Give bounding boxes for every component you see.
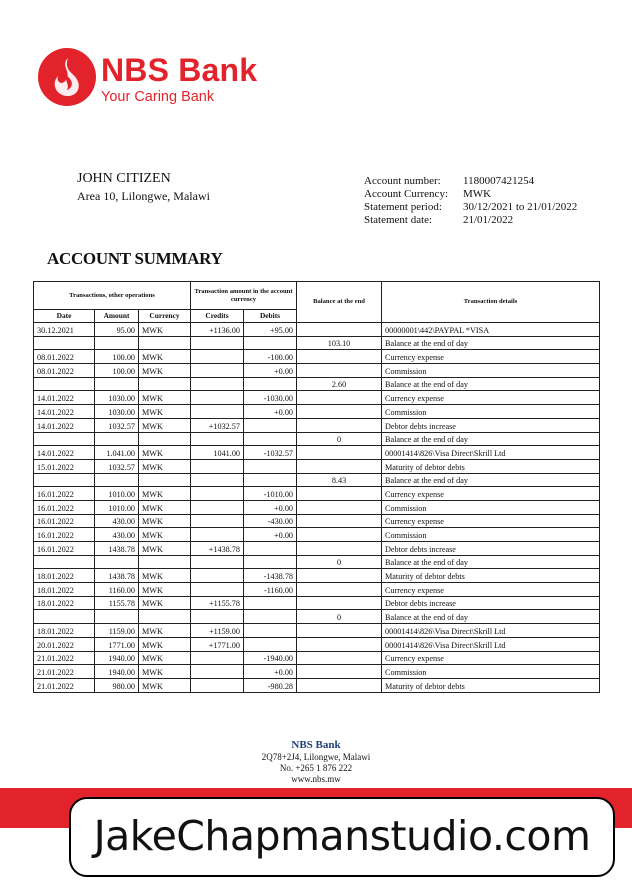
cell-date (34, 432, 95, 446)
cell-details: Currency expense (382, 350, 600, 364)
cell-currency (139, 336, 191, 350)
footer-address: 2Q78+2J4, Lilongwe, Malawi (261, 752, 371, 762)
cell-details: Balance at the end of day (382, 473, 600, 487)
cell-currency: MWK (139, 624, 191, 638)
account-info (364, 175, 577, 227)
cell-debit (244, 459, 297, 473)
cell-balance (297, 459, 382, 473)
cell-credit (191, 391, 244, 405)
cell-amount: 1438.78 (95, 569, 139, 583)
footer-phone: No. +265 1 876 222 (279, 763, 353, 773)
cell-balance (297, 405, 382, 419)
cell-debit (244, 377, 297, 391)
cell-date: 18.01.2022 (34, 583, 95, 597)
cell-currency: MWK (139, 569, 191, 583)
header-credits: Credits (191, 310, 244, 323)
table-row (34, 350, 600, 364)
cell-debit: -1030.00 (244, 391, 297, 405)
cell-debit: +0.00 (244, 528, 297, 542)
cell-amount: 1030.00 (95, 405, 139, 419)
cell-credit: 1041.00 (191, 446, 244, 460)
cell-currency: MWK (139, 596, 191, 610)
cell-balance (297, 323, 382, 337)
cell-amount: 1159.00 (95, 624, 139, 638)
header-debits: Debits (244, 310, 297, 323)
header-account-currency: Transaction amount in the account currency (191, 282, 297, 310)
cell-credit (191, 583, 244, 597)
table-row (34, 418, 600, 432)
table-row (34, 500, 600, 514)
cell-debit: +95.00 (244, 323, 297, 337)
cell-date: 16.01.2022 (34, 542, 95, 556)
cell-amount: 430.00 (95, 528, 139, 542)
table-row (34, 323, 600, 337)
cell-amount: 100.00 (95, 364, 139, 378)
header-date: Date (34, 310, 95, 323)
cell-balance (297, 500, 382, 514)
cell-balance (297, 651, 382, 665)
cell-currency: MWK (139, 637, 191, 651)
cell-date: 16.01.2022 (34, 514, 95, 528)
cell-details: Debtor debts increase (382, 596, 600, 610)
account-currency: MWK (463, 188, 492, 200)
table-row (34, 487, 600, 501)
cell-amount: 1032.57 (95, 418, 139, 432)
cell-currency (139, 377, 191, 391)
bank-tagline: Your Caring Bank (101, 89, 215, 105)
statement-period: 30/12/2021 to 21/01/2022 (463, 201, 578, 213)
cell-credit (191, 432, 244, 446)
cell-details: Currency expense (382, 514, 600, 528)
customer-name: JOHN CITIZEN (77, 171, 171, 186)
cell-currency (139, 432, 191, 446)
cell-date: 30.12.2021 (34, 323, 95, 337)
cell-credit: +1159.00 (191, 624, 244, 638)
cell-debit: +0.00 (244, 500, 297, 514)
table-row (34, 583, 600, 597)
footer (0, 739, 632, 785)
cell-details: 00001414\826\Visa Direct\Skrill Ltd (382, 637, 600, 651)
transactions-body (34, 323, 600, 693)
cell-details: Balance at the end of day (382, 555, 600, 569)
cell-details: Currency expense (382, 487, 600, 501)
cell-currency: MWK (139, 405, 191, 419)
cell-debit (244, 596, 297, 610)
cell-details: Currency expense (382, 391, 600, 405)
table-row (34, 596, 600, 610)
header-details: Transaction details (382, 282, 600, 323)
cell-amount (95, 473, 139, 487)
cell-date: 08.01.2022 (34, 364, 95, 378)
cell-amount (95, 377, 139, 391)
cell-balance (297, 665, 382, 679)
cell-date (34, 555, 95, 569)
table-row (34, 528, 600, 542)
cell-amount (95, 610, 139, 624)
cell-credit (191, 610, 244, 624)
cell-amount: 1032.57 (95, 459, 139, 473)
cell-balance: 2.60 (297, 377, 382, 391)
table-row (34, 364, 600, 378)
cell-amount (95, 336, 139, 350)
cell-currency: MWK (139, 542, 191, 556)
account-number: 1180007421254 (463, 175, 535, 187)
cell-debit: +0.00 (244, 405, 297, 419)
cell-amount: 1155.78 (95, 596, 139, 610)
cell-date: 18.01.2022 (34, 624, 95, 638)
cell-date: 14.01.2022 (34, 405, 95, 419)
cell-date: 16.01.2022 (34, 487, 95, 501)
customer-block (77, 170, 210, 204)
cell-debit: +0.00 (244, 364, 297, 378)
cell-date: 18.01.2022 (34, 569, 95, 583)
cell-credit: +1155.78 (191, 596, 244, 610)
table-row (34, 391, 600, 405)
cell-balance: 0 (297, 610, 382, 624)
cell-credit (191, 364, 244, 378)
account-currency-label: Account Currency: (364, 188, 448, 200)
cell-debit (244, 432, 297, 446)
statement-date: 21/01/2022 (463, 214, 514, 226)
cell-details: Balance at the end of day (382, 336, 600, 350)
cell-balance (297, 624, 382, 638)
cell-amount: 1030.00 (95, 391, 139, 405)
cell-credit (191, 500, 244, 514)
cell-balance (297, 364, 382, 378)
cell-balance (297, 596, 382, 610)
cell-credit (191, 555, 244, 569)
cell-date: 21.01.2022 (34, 678, 95, 692)
cell-date: 14.01.2022 (34, 391, 95, 405)
table-row (34, 514, 600, 528)
cell-debit: -1032.57 (244, 446, 297, 460)
cell-details: Commission (382, 500, 600, 514)
cell-balance: 0 (297, 432, 382, 446)
cell-amount: 1940.00 (95, 665, 139, 679)
header-currency: Currency (139, 310, 191, 323)
cell-date: 16.01.2022 (34, 500, 95, 514)
table-row (34, 678, 600, 692)
cell-debit: -1940.00 (244, 651, 297, 665)
cell-debit: -100.00 (244, 350, 297, 364)
cell-balance: 0 (297, 555, 382, 569)
cell-date: 08.01.2022 (34, 350, 95, 364)
table-row (34, 651, 600, 665)
cell-balance (297, 542, 382, 556)
cell-amount: 430.00 (95, 514, 139, 528)
cell-debit (244, 555, 297, 569)
cell-currency (139, 610, 191, 624)
cell-balance: 103.10 (297, 336, 382, 350)
cell-currency: MWK (139, 418, 191, 432)
cell-balance (297, 350, 382, 364)
cell-currency (139, 473, 191, 487)
cell-amount: 1010.00 (95, 487, 139, 501)
cell-credit: +1771.00 (191, 637, 244, 651)
cell-debit: -1160.00 (244, 583, 297, 597)
cell-date (34, 610, 95, 624)
cell-amount: 980.00 (95, 678, 139, 692)
table-row (34, 336, 600, 350)
cell-debit: -1010.00 (244, 487, 297, 501)
page-title: ACCOUNT SUMMARY (47, 249, 223, 268)
cell-date (34, 377, 95, 391)
cell-debit: -430.00 (244, 514, 297, 528)
cell-debit (244, 637, 297, 651)
cell-balance (297, 678, 382, 692)
cell-details: Debtor debts increase (382, 542, 600, 556)
cell-credit (191, 569, 244, 583)
cell-amount (95, 555, 139, 569)
cell-amount: 1010.00 (95, 500, 139, 514)
cell-credit (191, 678, 244, 692)
cell-balance (297, 514, 382, 528)
table-row (34, 473, 600, 487)
cell-currency: MWK (139, 678, 191, 692)
cell-balance (297, 637, 382, 651)
cell-currency: MWK (139, 446, 191, 460)
cell-credit (191, 377, 244, 391)
cell-balance (297, 583, 382, 597)
cell-credit (191, 528, 244, 542)
cell-date: 20.01.2022 (34, 637, 95, 651)
account-number-label: Account number: (364, 175, 441, 187)
cell-currency: MWK (139, 583, 191, 597)
cell-debit (244, 473, 297, 487)
cell-currency: MWK (139, 391, 191, 405)
cell-details: Maturity of debtor debts (382, 569, 600, 583)
cell-date: 18.01.2022 (34, 596, 95, 610)
footer-website: www.nbs.mw (291, 774, 341, 784)
cell-currency: MWK (139, 487, 191, 501)
customer-address: Area 10, Lilongwe, Malawi (77, 189, 210, 203)
cell-date (34, 336, 95, 350)
table-row (34, 446, 600, 460)
table-row (34, 459, 600, 473)
cell-credit (191, 651, 244, 665)
cell-date: 21.01.2022 (34, 665, 95, 679)
cell-amount (95, 432, 139, 446)
cell-credit: +1032.57 (191, 418, 244, 432)
cell-currency: MWK (139, 350, 191, 364)
cell-currency: MWK (139, 528, 191, 542)
cell-currency: MWK (139, 323, 191, 337)
bank-name-logo: NBS Bank (101, 52, 258, 88)
cell-debit: +0.00 (244, 665, 297, 679)
cell-balance (297, 418, 382, 432)
cell-date (34, 473, 95, 487)
cell-credit (191, 336, 244, 350)
cell-details: Commission (382, 528, 600, 542)
header-amount: Amount (95, 310, 139, 323)
table-row (34, 637, 600, 651)
table-row (34, 432, 600, 446)
cell-details: 00001414\826\Visa Direct\Skrill Ltd (382, 624, 600, 638)
cell-date: 14.01.2022 (34, 418, 95, 432)
cell-date: 16.01.2022 (34, 528, 95, 542)
table-row (34, 624, 600, 638)
cell-currency (139, 555, 191, 569)
cell-details: Maturity of debtor debts (382, 678, 600, 692)
cell-details: Balance at the end of day (382, 377, 600, 391)
cell-credit (191, 473, 244, 487)
table-row (34, 555, 600, 569)
cell-credit (191, 405, 244, 419)
cell-currency: MWK (139, 500, 191, 514)
table-row (34, 377, 600, 391)
cell-details: Commission (382, 665, 600, 679)
cell-debit (244, 336, 297, 350)
cell-details: Maturity of debtor debts (382, 459, 600, 473)
cell-balance: 8.43 (297, 473, 382, 487)
cell-credit (191, 350, 244, 364)
cell-debit: -980.28 (244, 678, 297, 692)
footer-bank-name: NBS Bank (291, 739, 341, 751)
cell-details: Balance at the end of day (382, 610, 600, 624)
cell-date: 15.01.2022 (34, 459, 95, 473)
table-row (34, 405, 600, 419)
table-row (34, 665, 600, 679)
cell-currency: MWK (139, 665, 191, 679)
cell-details: 00000001\442\PAYPAL *VISA (382, 323, 600, 337)
cell-balance (297, 391, 382, 405)
cell-amount: 1438.78 (95, 542, 139, 556)
cell-balance (297, 446, 382, 460)
cell-amount: 100.00 (95, 350, 139, 364)
watermark-banner: JakeChapmanstudio.com (69, 797, 615, 877)
cell-details: Currency expense (382, 583, 600, 597)
statement-date-label: Statement date: (364, 214, 433, 226)
cell-currency: MWK (139, 651, 191, 665)
cell-debit (244, 542, 297, 556)
cell-credit (191, 487, 244, 501)
cell-details: Debtor debts increase (382, 418, 600, 432)
cell-currency: MWK (139, 459, 191, 473)
cell-currency: MWK (139, 514, 191, 528)
cell-credit (191, 459, 244, 473)
cell-debit (244, 418, 297, 432)
cell-amount: 1940.00 (95, 651, 139, 665)
header-transactions: Transactions, other operations (34, 282, 191, 310)
cell-debit (244, 624, 297, 638)
cell-date: 14.01.2022 (34, 446, 95, 460)
flame-logo-icon (38, 48, 96, 106)
bank-logo (38, 48, 278, 110)
header-balance: Balance at the end (297, 282, 382, 323)
statement-period-label: Statement period: (364, 201, 442, 213)
cell-debit: -1438.78 (244, 569, 297, 583)
cell-balance (297, 487, 382, 501)
cell-credit: +1136.00 (191, 323, 244, 337)
cell-debit (244, 610, 297, 624)
cell-credit (191, 514, 244, 528)
cell-credit: +1438.78 (191, 542, 244, 556)
cell-amount: 1771.00 (95, 637, 139, 651)
cell-balance (297, 569, 382, 583)
cell-amount: 1160.00 (95, 583, 139, 597)
cell-details: Commission (382, 364, 600, 378)
cell-amount: 1.041.00 (95, 446, 139, 460)
cell-details: Currency expense (382, 651, 600, 665)
transactions-table (33, 281, 600, 693)
cell-balance (297, 528, 382, 542)
cell-credit (191, 665, 244, 679)
table-row (34, 569, 600, 583)
table-row (34, 610, 600, 624)
cell-amount: 95.00 (95, 323, 139, 337)
cell-details: Balance at the end of day (382, 432, 600, 446)
cell-details: 00001414\826\Visa Direct\Skrill Ltd (382, 446, 600, 460)
table-row (34, 542, 600, 556)
cell-date: 21.01.2022 (34, 651, 95, 665)
cell-details: Commission (382, 405, 600, 419)
cell-currency: MWK (139, 364, 191, 378)
